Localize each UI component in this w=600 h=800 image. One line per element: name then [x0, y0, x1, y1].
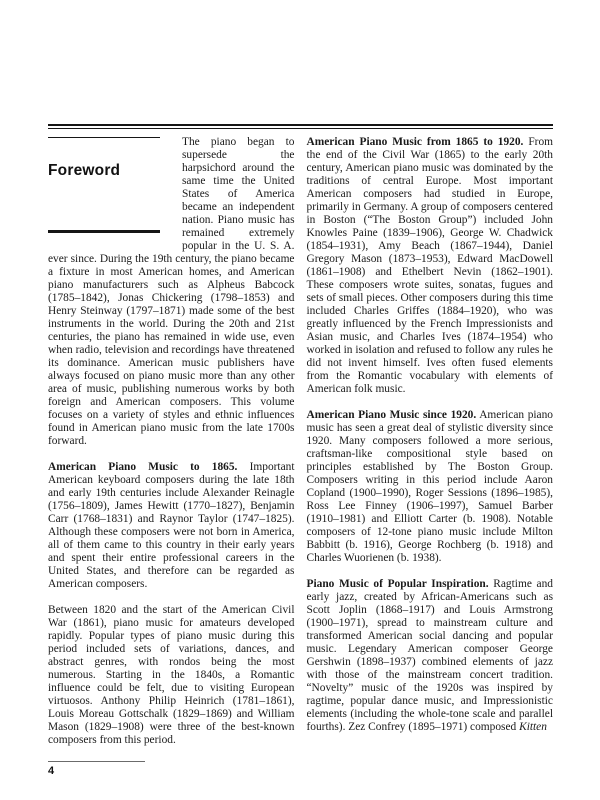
run-in-heading: American Piano Music from 1865 to 1920.: [306, 135, 524, 148]
paragraph-text: Ragtime and early jazz, created by African-Americans such as Scott Joplin (1868–1917) and Louis Armstrong (1900–1971), spread to mainstream culture and transformed American social dancing and popular music. Legendary American composer George Gershwin (1898–1937) combined elements of jazz with those of the mainstream concert tradition. “Novelty” music of the 1920s was inspired by ragtime, popular dance music, and Impressionistic elements (including the whole-tone scale and parallel fourths). Zez Confrey (1895–1971) composed: [306, 577, 553, 733]
intro-paragraph: [48, 136, 295, 448]
section-paragraph: [48, 461, 295, 591]
foreword-sidebar: [48, 136, 182, 248]
footer-rule: [48, 761, 145, 762]
paragraph-text: Between 1820 and the start of the American Civil War (1861), piano music for amateurs developed rapidly. Popular types of piano music during this period included sets of variations, dances, and abstract genres, with rondos being the most numerous. Starting in the 1840s, a Romantic influence could be felt, due to visiting European virtuosos. Anthony Philip Heinrich (1781–1861), Louis Moreau Gottschalk (1829–1869) and William Mason (1829–1908) were three of the best-known composers from this period.: [48, 603, 295, 746]
top-double-rule: [48, 124, 553, 129]
paragraph-text: From the end of the Civil War (1865) to the early 20th century, American piano music was dominated by the traditions of central Europe. Most important American composers had studied in Europe, primarily in Germany. A group of composers centered in Boston (“The Boston Group”) included John Knowles Paine (1839–1906), George W. Chadwick (1854–1931), Amy Beach (1867–1944), Daniel Gregory Mason (1873–1953), Edward MacDowell (1861–1908) and Ethelbert Nevin (1862–1901). These composers wrote suites, sonatas, fugues and sets of small pieces. Other composers during this time included Charles Griffes (1884–1920), who was greatly influenced by the French Impressionists and Asian music, and Charles Ives (1874–1954) who worked in isolation and refused to follow any rules he did not invent himself. Ives often fused elements from the Romantic vocabulary with elements of American folk music.: [306, 135, 553, 395]
body-paragraph: [48, 604, 295, 747]
page-number: 4: [48, 765, 55, 777]
page-footer: [48, 761, 145, 777]
left-column: [48, 136, 295, 747]
run-in-heading: American Piano Music to 1865.: [48, 460, 238, 473]
run-in-heading: American Piano Music since 1920.: [306, 408, 477, 421]
section-paragraph: [307, 578, 554, 734]
paragraph-text: The piano began to supersede the harpsichord around the same time the United States of America became an independent nation. Piano music has remained extremely popular in the U. S. A. ever since. During the 19th century, the piano became a fixture in most American homes, and American piano manufacturers such as Alpheus Babcock (1785–1842), Jonas Chickering (1798–1853) and Henry Steinway (1797–1871) made some of the best instruments in the world. During the 20th and 21st centuries, the piano has remained in wide use, even when radio, television and recordings have threatened its dominance. American music publishers have always focused on piano music more than any other area of music, publishing numerous works by both foreign and American composers. This volume focuses on a variety of styles and ethnic influences found in American piano music from the late 1700s forward.: [48, 135, 295, 447]
page-content: [48, 124, 553, 747]
foreword-top-rule: [48, 137, 160, 138]
section-paragraph: [307, 136, 554, 396]
run-in-heading: Piano Music of Popular Inspiration.: [306, 577, 489, 590]
foreword-bottom-rule: [48, 230, 160, 233]
paragraph-text: Important American keyboard composers during the late 18th and early 19th centuries include Alexander Reinagle (1756–1809), James Hewitt (1770–1827), Benjamin Carr (1768–1831) and Raynor Taylor (1747–1825). Although these composers were not born in America, all of them came to this country in their early years and spent their entire professional careers in the United States, and therefore can be regarded as American composers.: [48, 460, 295, 590]
section-paragraph: [307, 409, 554, 565]
right-column: [307, 136, 554, 747]
two-column-layout: [48, 136, 553, 747]
italic-title-fragment: Kitten: [519, 720, 547, 733]
foreword-title: Foreword: [48, 161, 121, 179]
paragraph-text: American piano music has seen a great deal of stylistic diversity since 1920. Many composers followed a more serious, craftsman-like compositional style based on principles established by The Boston Group. Composers writing in this period include Aaron Copland (1900–1990), Roger Sessions (1896–1985), Ross Lee Finney (1906–1997), Samuel Barber (1910–1981) and Elliott Carter (b. 1908). Notable composers of 12-tone piano music include Milton Babbitt (b. 1916), George Rochberg (b. 1918) and Charles Wuorienen (b. 1938).: [306, 408, 553, 564]
